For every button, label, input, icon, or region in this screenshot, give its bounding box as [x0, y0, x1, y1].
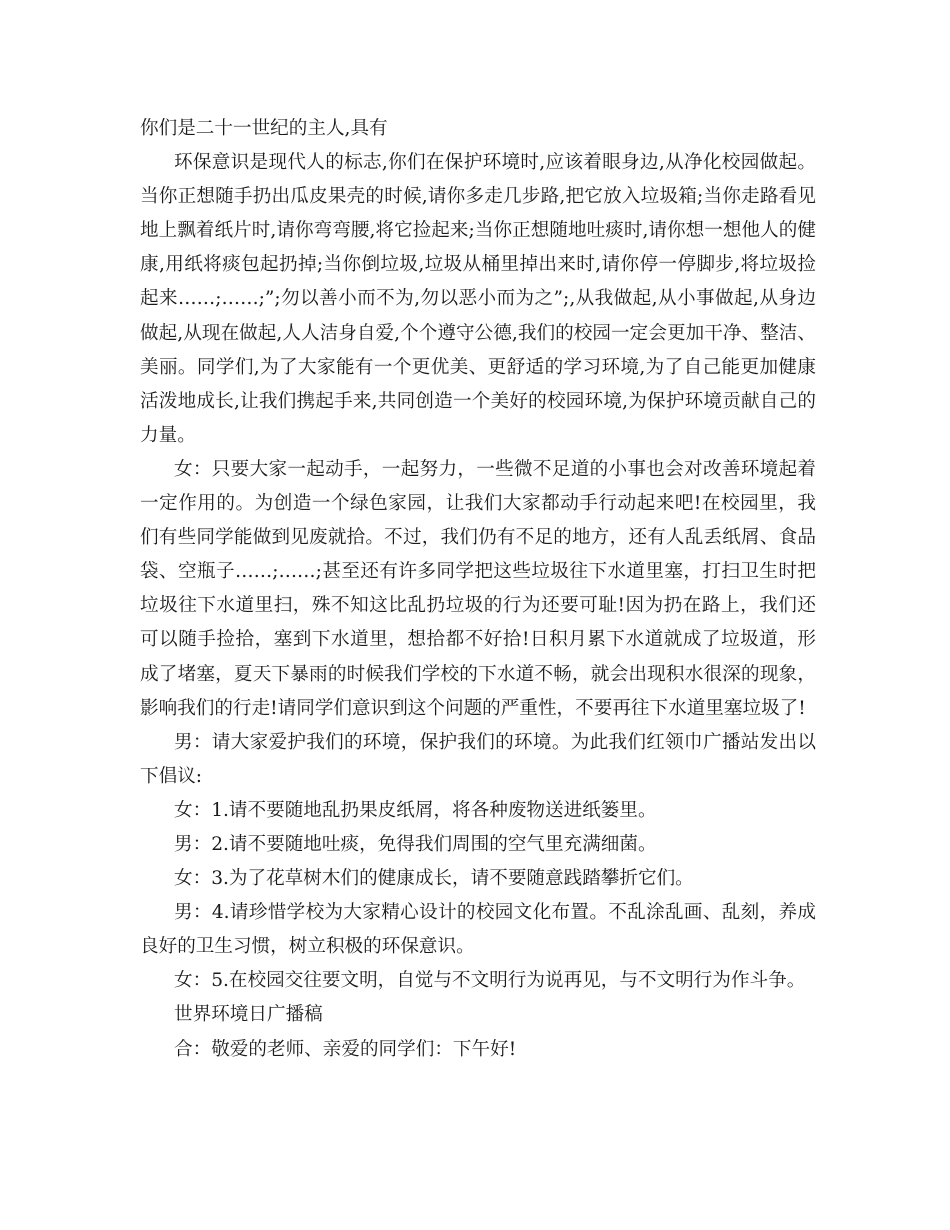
paragraph-section-title: 世界环境日广播稿 — [174, 1004, 323, 1026]
paragraph-proposal-1: 女：1.请不要随地乱扔果皮纸屑，将各种废物送进纸篓里。 — [174, 799, 657, 821]
paragraph-environmental-awareness: 环保意识是现代人的标志,你们在保护环境时,应该着眼身边,从净化校园做起。当你正想随手扔出瓜皮果壳的时候,请你多走几步路,把它放入垃圾箱;当你走路看见地上飘着纸片时,请你弯弯腰,将它捡起来;当你正想随地吐痰时,请你想一想他人的健康,用纸将痰包起扔掉;当你倒垃圾,垃圾从桶里掉出来时,请你停一停脚步,将垃圾捡起来……;……;”;勿以善小而不为,勿以恶小而为之”;,从我做起,从小事做起,从身边做起,从现在做起,人人洁身自爱,个个遵守公德,我们的校园一定会更加干净、整洁、美丽。同学们,为了大家能有一个更优美、更舒适的学习环境,为了自己能更加健康活泼地成长,让我们携起手来,共同创造一个美好的校园环境,为保护环境贡献自己的力量。 — [140, 152, 816, 446]
paragraph-male-speaker-proposal: 男：请大家爱护我们的环境，保护我们的环境。为此我们红领巾广播站发出以下倡议: — [140, 731, 816, 787]
paragraph-proposal-2: 男：2.请不要随地吐痰，免得我们周围的空气里充满细菌。 — [174, 833, 657, 855]
paragraph-proposal-5: 女：5.在校园交往要文明，自觉与不文明行为说再见，与不文明行为作斗争。 — [174, 970, 806, 992]
paragraph-female-speaker-1: 女：只要大家一起动手，一起努力，一些微不足道的小事也会对改善环境起着一定作用的。为创造一个绿色家园，让我们大家都动手行动起来吧!在校园里，我们有些同学能做到见废就拾。不过，我们仍有不足的地方，还有人乱丢纸屑、食品袋、空瓶子……;……;甚至还有许多同学把这些垃圾往下水道里塞，打扫卫生时把垃圾往下水道里扫，殊不知这比乱扔垃圾的行为还要可耻!因为扔在路上，我们还可以随手捡拾，塞到下水道里，想拾都不好拾!日积月累下水道就成了垃圾道，形成了堵塞，夏天下暴雨的时候我们学校的下水道不畅，就会出现积水很深的现象，影响我们的行走!请同学们意识到这个问题的严重性，不要再往下水道里塞垃圾了! — [140, 458, 816, 719]
paragraph-proposal-3: 女：3.为了花草树木们的健康成长，请不要随意践踏攀折它们。 — [174, 868, 694, 890]
document-body — [140, 112, 816, 1067]
paragraph-intro: 你们是二十一世纪的主人,具有 — [140, 118, 388, 139]
paragraph-proposal-4: 男：4.请珍惜学校为大家精心设计的校园文化布置。不乱涂乱画、乱刻，养成良好的卫生习惯，树立积极的环保意识。 — [140, 902, 816, 958]
paragraph-greeting: 合：敬爱的老师、亲爱的同学们：下午好! — [174, 1038, 517, 1060]
